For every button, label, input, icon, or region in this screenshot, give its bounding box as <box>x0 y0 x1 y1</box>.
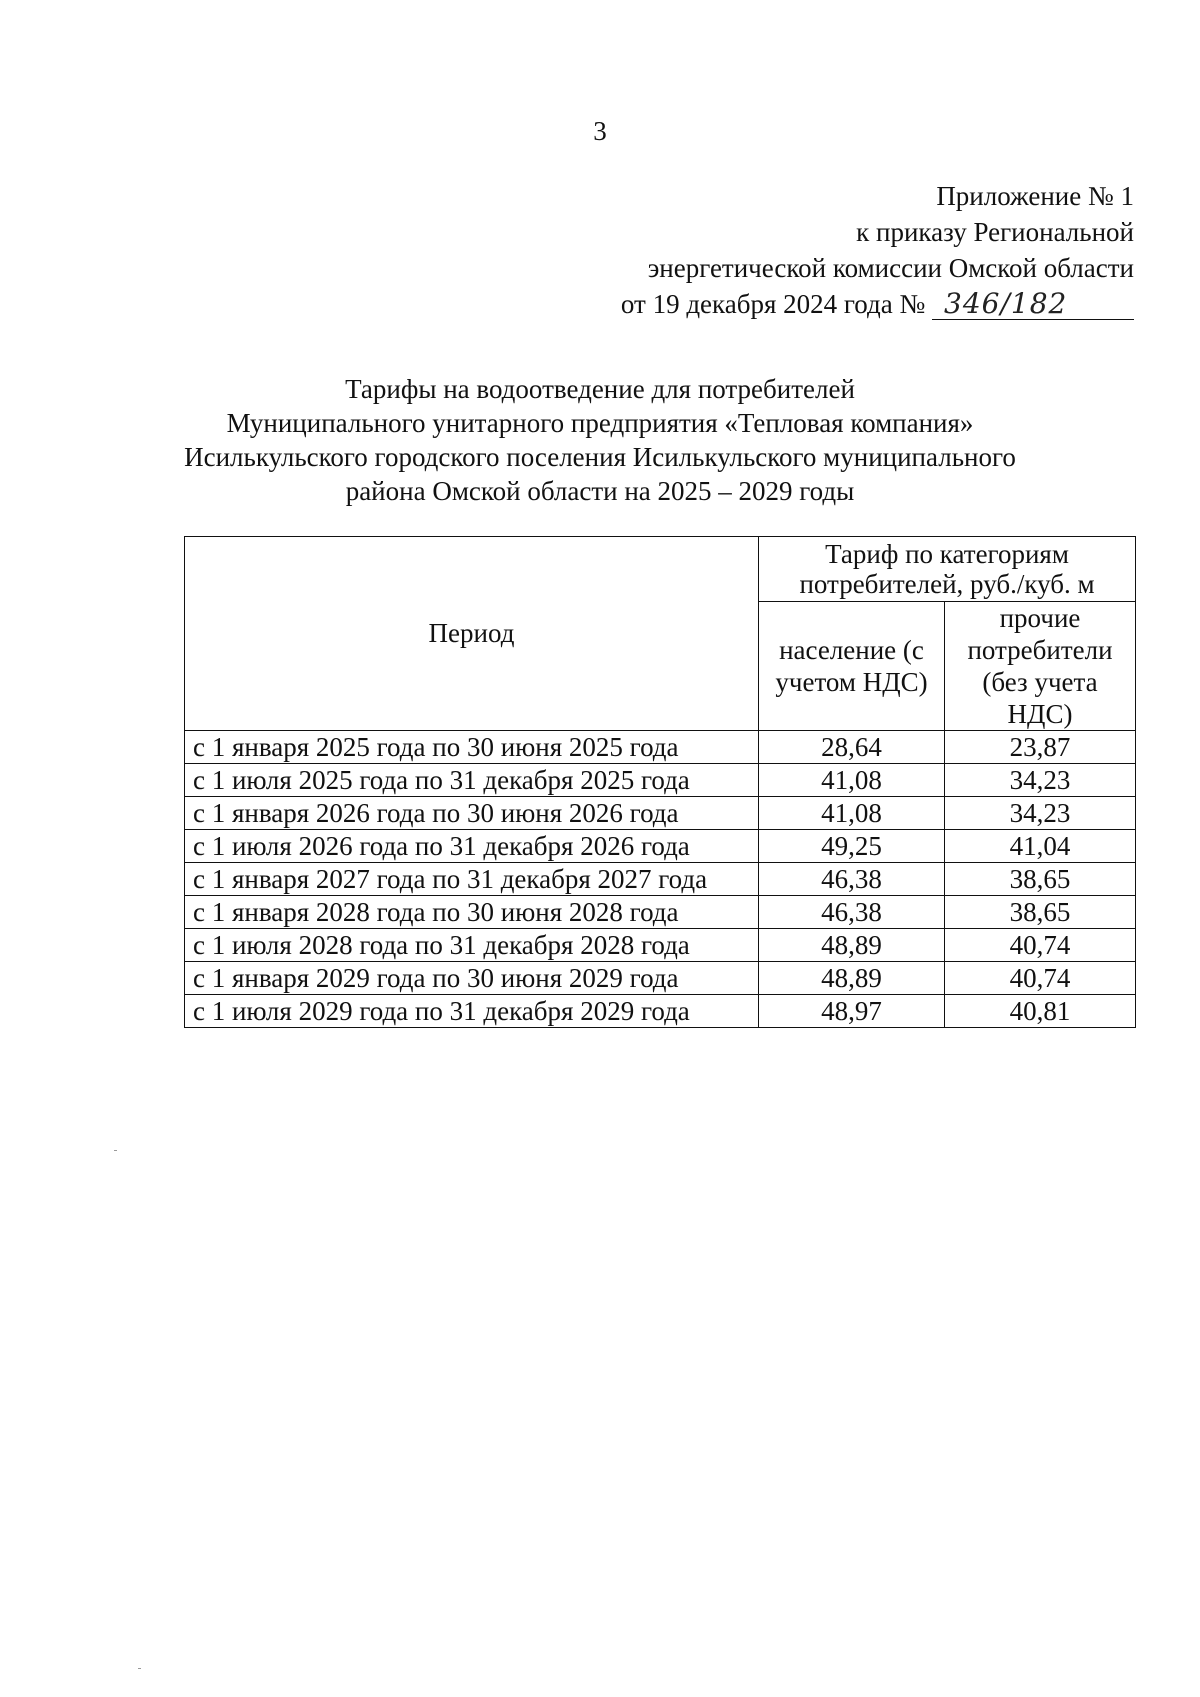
title-line-3: Исилькульского городского поселения Исилькульского муниципального <box>184 442 1016 472</box>
title-line-4: района Омской области на 2025 – 2029 годы <box>345 476 855 506</box>
other-tariff-cell: 40,81 <box>945 995 1136 1028</box>
title-line-1: Тарифы на водоотведение для потребителей <box>345 374 855 404</box>
tariff-table-head <box>185 537 1136 731</box>
appendix-date-line <box>621 286 1134 322</box>
population-tariff-cell: 48,97 <box>759 995 945 1028</box>
period-cell: с 1 января 2026 года по 30 июня 2026 года <box>185 797 759 830</box>
header-row-1 <box>185 537 1136 602</box>
appendix-header <box>621 178 1134 322</box>
scan-speck <box>138 1668 141 1669</box>
other-tariff-cell: 40,74 <box>945 929 1136 962</box>
period-cell: с 1 июля 2029 года по 31 декабря 2029 года <box>185 995 759 1028</box>
table-row <box>185 929 1136 962</box>
document-title <box>0 372 1200 508</box>
table-row <box>185 830 1136 863</box>
period-cell: с 1 июля 2028 года по 31 декабря 2028 года <box>185 929 759 962</box>
appendix-date: от 19 декабря 2024 года № <box>620 289 926 319</box>
population-tariff-cell: 41,08 <box>759 797 945 830</box>
population-tariff-cell: 41,08 <box>759 764 945 797</box>
appendix-commission: энергетической комиссии Омской области <box>647 253 1134 283</box>
tariff-group-header: Тариф по категориям потребителей, руб./куб. м <box>759 537 1136 602</box>
period-cell: с 1 января 2027 года по 31 декабря 2027 года <box>185 863 759 896</box>
table-row <box>185 962 1136 995</box>
other-consumers-header: прочие потребители (без учета НДС) <box>945 602 1136 731</box>
population-tariff-cell: 46,38 <box>759 896 945 929</box>
table-row <box>185 797 1136 830</box>
other-tariff-cell: 23,87 <box>945 731 1136 764</box>
table-row <box>185 995 1136 1028</box>
population-tariff-cell: 48,89 <box>759 962 945 995</box>
population-tariff-cell: 28,64 <box>759 731 945 764</box>
period-cell: с 1 января 2025 года по 30 июня 2025 года <box>185 731 759 764</box>
population-header: население (с учетом НДС) <box>759 602 945 731</box>
appendix-title: Приложение № 1 <box>936 181 1134 211</box>
table-row <box>185 731 1136 764</box>
scan-speck <box>114 1150 117 1151</box>
population-tariff-cell: 49,25 <box>759 830 945 863</box>
other-tariff-cell: 38,65 <box>945 863 1136 896</box>
table-row <box>185 896 1136 929</box>
population-tariff-cell: 48,89 <box>759 929 945 962</box>
period-cell: с 1 июля 2025 года по 31 декабря 2025 года <box>185 764 759 797</box>
other-tariff-cell: 40,74 <box>945 962 1136 995</box>
table-row <box>185 863 1136 896</box>
handwritten-order-number: 346/182 <box>932 289 1134 320</box>
period-header: Период <box>185 537 759 731</box>
title-line-2: Муниципального унитарного предприятия «Тепловая компания» <box>226 408 974 438</box>
period-cell: с 1 июля 2026 года по 31 декабря 2026 года <box>185 830 759 863</box>
tariff-table-body <box>185 731 1136 1028</box>
other-tariff-cell: 34,23 <box>945 797 1136 830</box>
page-number: 3 <box>593 116 607 146</box>
other-tariff-cell: 41,04 <box>945 830 1136 863</box>
period-cell: с 1 января 2029 года по 30 июня 2029 года <box>185 962 759 995</box>
other-tariff-cell: 34,23 <box>945 764 1136 797</box>
population-tariff-cell: 46,38 <box>759 863 945 896</box>
period-cell: с 1 января 2028 года по 30 июня 2028 года <box>185 896 759 929</box>
other-tariff-cell: 38,65 <box>945 896 1136 929</box>
table-row <box>185 764 1136 797</box>
appendix-order-ref: к приказу Региональной <box>856 217 1134 247</box>
tariff-table <box>184 536 1136 1028</box>
